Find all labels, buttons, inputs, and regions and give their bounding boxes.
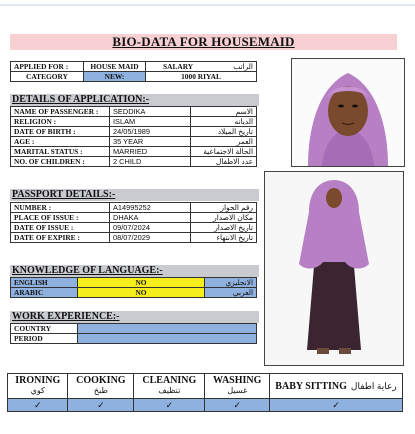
skill-check: ✓ bbox=[134, 399, 205, 412]
passport-label: PLACE OF ISSUE : bbox=[11, 213, 110, 223]
language-row bbox=[11, 288, 257, 298]
passport-label: NUMBER : bbox=[11, 203, 110, 213]
country-label: COUNTRY bbox=[11, 324, 78, 334]
skill-check: ✓ bbox=[270, 399, 403, 412]
passport-ar-label: رقم الجواز bbox=[191, 203, 257, 213]
application-label: AGE : bbox=[11, 137, 110, 147]
application-ar-label: الديانه bbox=[191, 117, 257, 127]
category-value: NEW: bbox=[84, 72, 146, 82]
passport-value: A14995252 bbox=[110, 203, 191, 213]
language-label: ARABIC bbox=[11, 288, 78, 298]
language-value: NO bbox=[78, 278, 205, 288]
application-table bbox=[10, 106, 257, 167]
application-ar-label: تاريخ الميلاد bbox=[191, 127, 257, 137]
page-title: BIO-DATA FOR HOUSEMAID bbox=[112, 34, 295, 49]
skill-label: COOKING bbox=[76, 375, 126, 386]
application-ar-label: الاسم bbox=[191, 107, 257, 117]
experience-table bbox=[10, 323, 257, 344]
portrait-photo bbox=[291, 58, 405, 167]
skill-ar-label: طبخ bbox=[93, 386, 108, 395]
title-bar bbox=[10, 34, 397, 50]
passport-value: DHAKA bbox=[110, 213, 191, 223]
language-table bbox=[10, 277, 257, 298]
language-ar-label: العربي bbox=[205, 288, 257, 298]
passport-row bbox=[11, 203, 257, 213]
application-value: SEDDIKA bbox=[110, 107, 191, 117]
application-label: NO. OF CHILDREN : bbox=[11, 157, 110, 167]
top-info-table bbox=[10, 61, 257, 82]
passport-row bbox=[11, 213, 257, 223]
salary-label: SALARY bbox=[163, 62, 194, 71]
passport-table bbox=[10, 202, 257, 243]
period-value bbox=[78, 334, 257, 344]
application-row bbox=[11, 147, 257, 157]
skill-ar-label: غسيل bbox=[227, 386, 248, 395]
skill-label: IRONING bbox=[15, 375, 61, 386]
skill-header-4 bbox=[270, 374, 403, 399]
application-row bbox=[11, 107, 257, 117]
skill-ar-label: رعاية اطفال bbox=[350, 380, 397, 391]
category-label: CATEGORY bbox=[11, 72, 84, 82]
application-value: MARRIED bbox=[110, 147, 191, 157]
skills-table bbox=[7, 373, 403, 412]
salary-value: 1000 RIYAL bbox=[146, 72, 257, 82]
application-value: 24/05/1989 bbox=[110, 127, 191, 137]
application-ar-label: العمر bbox=[191, 137, 257, 147]
skill-header-0 bbox=[8, 374, 68, 399]
country-value bbox=[78, 324, 257, 334]
application-label: NAME OF PASSENGER : bbox=[11, 107, 110, 117]
application-label: DATE OF BIRTH : bbox=[11, 127, 110, 137]
skills-check-row bbox=[8, 399, 403, 412]
application-value: 35 YEAR bbox=[110, 137, 191, 147]
salary-label-cell bbox=[146, 62, 223, 72]
passport-ar-label: مكان الاصدار bbox=[191, 213, 257, 223]
skill-label: BABY SITTING bbox=[275, 380, 347, 392]
application-ar-label: عدد الاطفال bbox=[191, 157, 257, 167]
top-divider bbox=[0, 4, 415, 6]
experience-heading: WORK EXPERIENCE:- bbox=[10, 311, 259, 323]
skill-label: WASHING bbox=[213, 375, 262, 386]
application-row bbox=[11, 117, 257, 127]
application-row bbox=[11, 157, 257, 167]
portrait-image bbox=[292, 59, 404, 166]
language-value: NO bbox=[78, 288, 205, 298]
application-row bbox=[11, 137, 257, 147]
full-body-image bbox=[265, 172, 403, 365]
skill-check: ✓ bbox=[68, 399, 134, 412]
passport-heading: PASSPORT DETAILS:- bbox=[10, 189, 259, 201]
skill-check: ✓ bbox=[8, 399, 68, 412]
skills-header-row bbox=[8, 374, 403, 399]
passport-ar-label: تاريخ الاصدار bbox=[191, 223, 257, 233]
skill-header-3 bbox=[205, 374, 270, 399]
passport-label: DATE OF EXPIRE : bbox=[11, 233, 110, 243]
passport-value: 08/07/2029 bbox=[110, 233, 191, 243]
full-body-photo bbox=[264, 171, 404, 366]
application-label: RELIGION : bbox=[11, 117, 110, 127]
period-label: PERIOD bbox=[11, 334, 78, 344]
skill-check: ✓ bbox=[205, 399, 270, 412]
application-value: ISLAM bbox=[110, 117, 191, 127]
language-label: ENGLISH bbox=[11, 278, 78, 288]
salary-ar-label: الراتب bbox=[222, 62, 257, 72]
passport-value: 09/07/2024 bbox=[110, 223, 191, 233]
application-label: MARITAL STATUS : bbox=[11, 147, 110, 157]
application-value: 2 CHILD bbox=[110, 157, 191, 167]
skill-label: CLEANING bbox=[142, 375, 197, 386]
passport-label: DATE OF ISSUE : bbox=[11, 223, 110, 233]
application-row bbox=[11, 127, 257, 137]
skill-header-1 bbox=[68, 374, 134, 399]
language-row bbox=[11, 278, 257, 288]
skill-ar-label: تنظيف bbox=[158, 386, 181, 395]
skill-ar-label: كوي bbox=[30, 386, 45, 395]
applied-for-label: APPLIED FOR : bbox=[11, 62, 84, 72]
passport-ar-label: تاريخ الانتهاء bbox=[191, 233, 257, 243]
language-ar-label: الانجليزي bbox=[205, 278, 257, 288]
passport-row bbox=[11, 233, 257, 243]
passport-row bbox=[11, 223, 257, 233]
application-heading: DETAILS OF APPLICATION:- bbox=[10, 94, 259, 106]
application-ar-label: الحالة الاجتماعية bbox=[191, 147, 257, 157]
applied-for-value: HOUSE MAID bbox=[84, 62, 146, 72]
skill-header-2 bbox=[134, 374, 205, 399]
language-heading: KNOWLEDGE OF LANGUAGE:- bbox=[10, 265, 259, 277]
